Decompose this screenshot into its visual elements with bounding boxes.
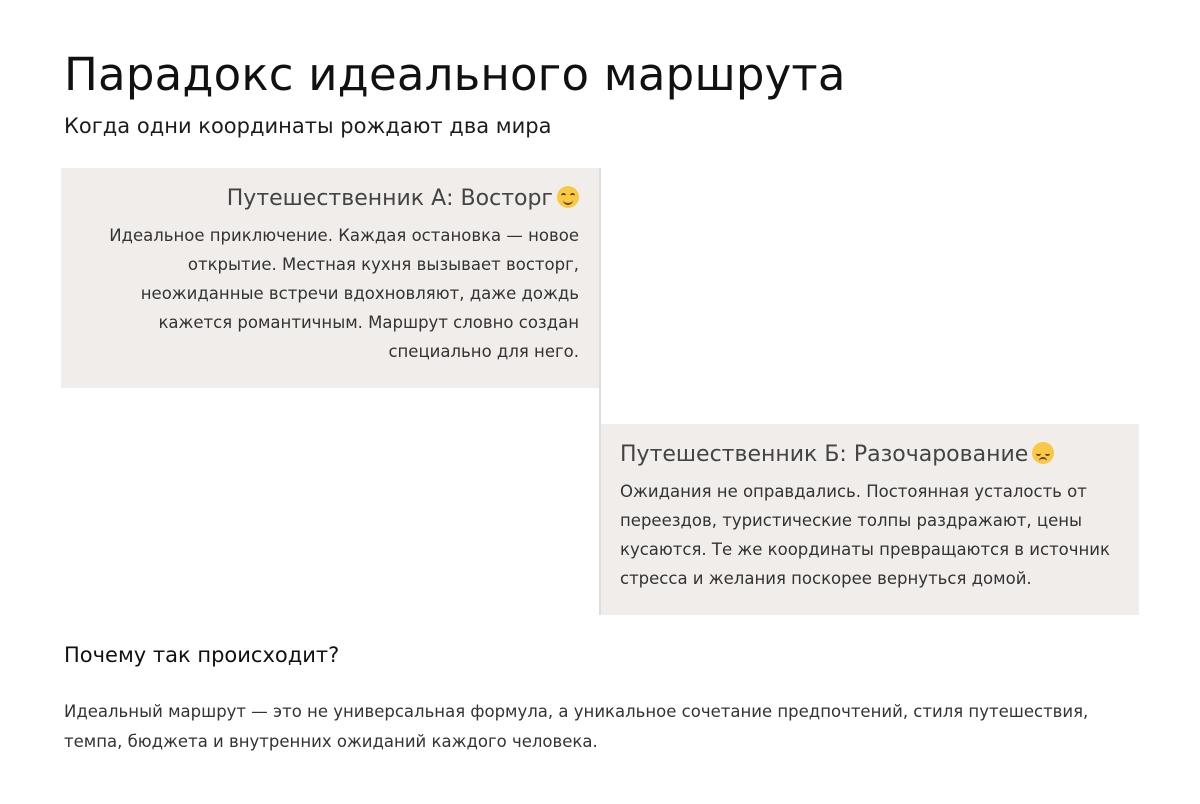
traveler-b-text: Ожидания не оправдались. Постоянная усталость от переездов, туристические толпы раздражают, цены кусаются. Те же координаты превращаются в источник стресса и желания поскорее вернуться домой. xyxy=(620,482,1110,588)
smiling-face-icon xyxy=(557,186,579,208)
explanation-title: Почему так происходит? xyxy=(64,643,340,667)
traveler-a-text: Идеальное приключение. Каждая остановка — новое открытие. Местная кухня вызывает восторг, неожиданные встречи вдохновляют, даже дождь кажется романтичным. Маршрут словно создан специально для него. xyxy=(109,226,579,361)
page-subtitle: Когда одни координаты рождают два мира xyxy=(64,114,552,138)
page xyxy=(64,0,1140,804)
traveler-b-title xyxy=(620,442,1119,467)
explanation-text: Идеальный маршрут — это не универсальная формула, а уникальное сочетание предпочтений, стиля путешествия, темпа, бюджета и внутренних ожиданий каждого человека. xyxy=(64,702,1089,751)
traveler-a-title-text: Путешественник А: Восторг xyxy=(226,186,553,211)
traveler-b-title-text: Путешественник Б: Разочарование xyxy=(620,442,1029,467)
traveler-a-title xyxy=(85,186,579,211)
traveler-a-card xyxy=(61,168,599,388)
traveler-b-card xyxy=(601,424,1139,615)
pensive-face-icon xyxy=(1032,442,1054,464)
page-title: Парадокс идеального маршрута xyxy=(64,48,846,101)
